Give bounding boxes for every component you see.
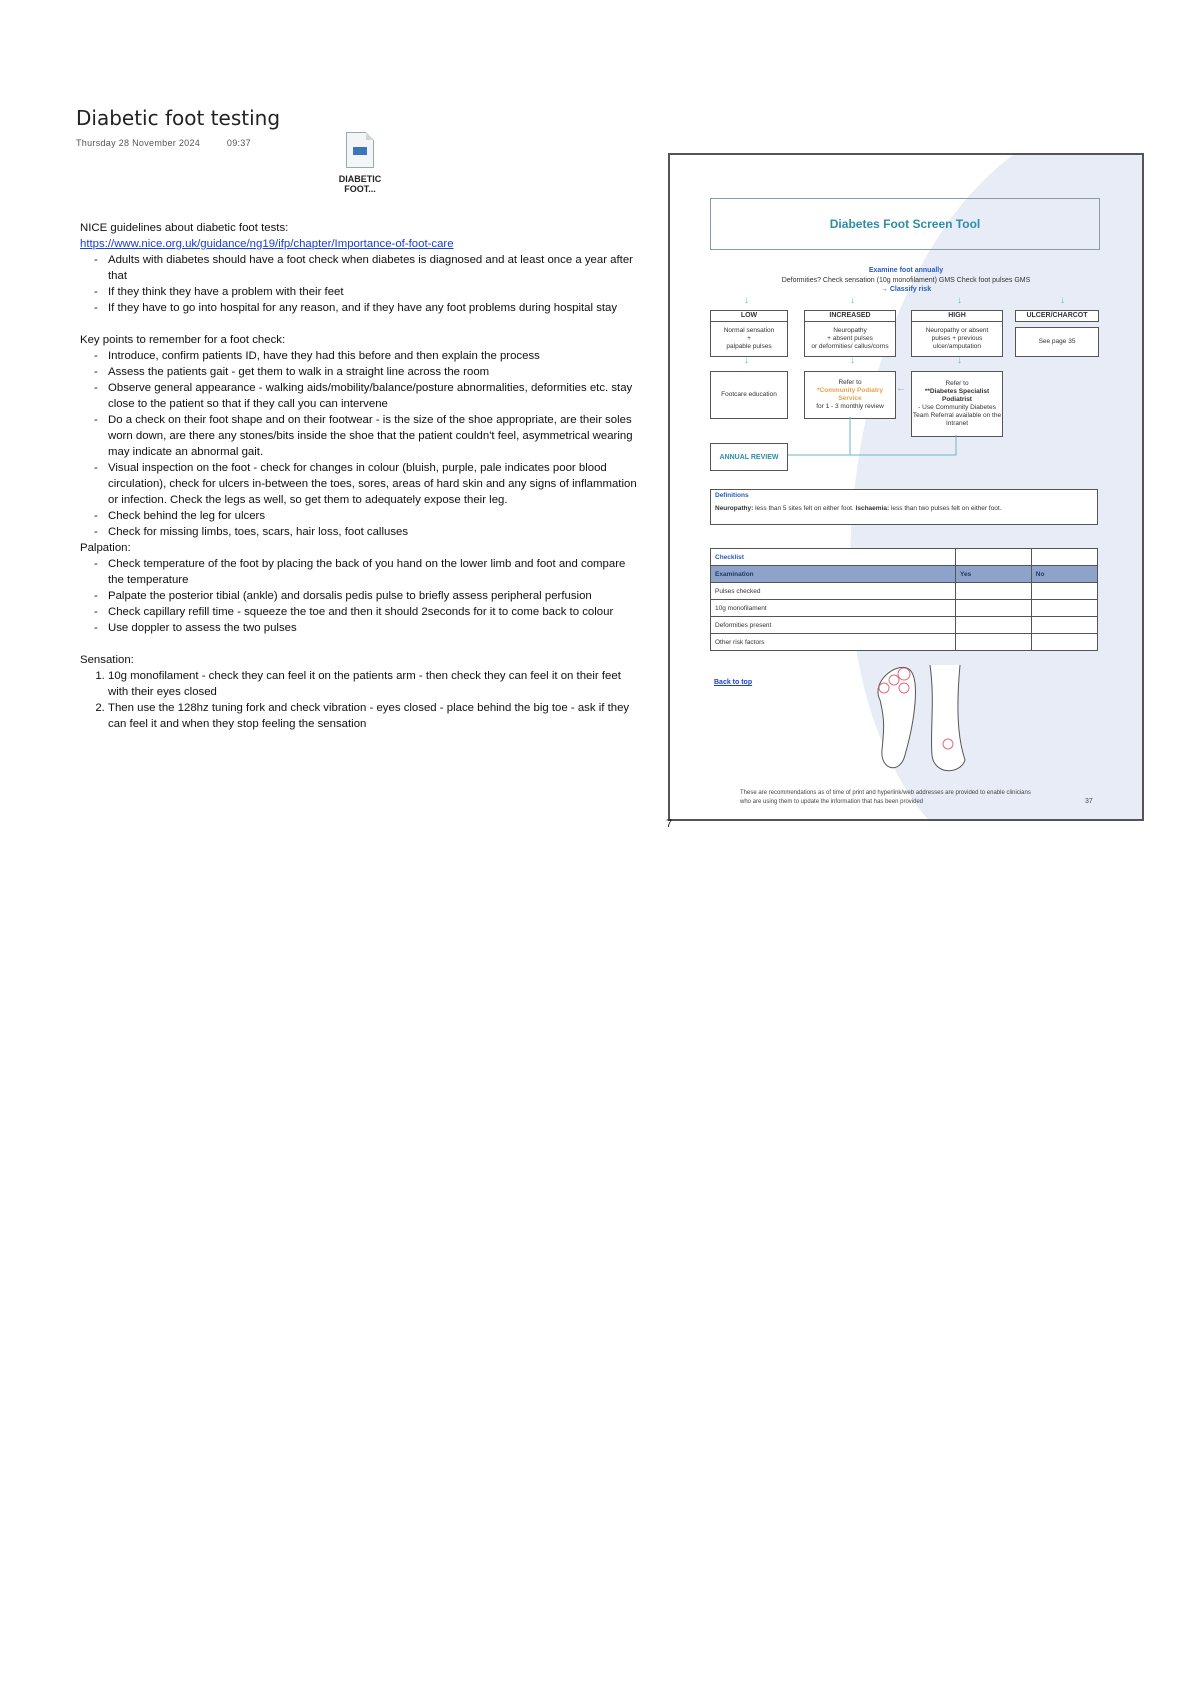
list-item: - Observe general appearance - walking aids/mobility/balance/posture abnormalities, deformities etc. stay close to the patient so that if they call you can intervene <box>108 380 640 412</box>
arrow-down-icon: ↓ <box>850 355 855 366</box>
column-header: No <box>1031 566 1097 583</box>
list-item: - Check temperature of the foot by placing the back of you hand on the lower limb and foot and compare the temperature <box>108 556 640 588</box>
arrow-down-icon: ↓ <box>744 355 749 366</box>
page-title: Diabetic foot testing <box>76 106 281 130</box>
page-date: Thursday 28 November 2024 <box>76 138 201 148</box>
column-header: Examination <box>711 566 956 583</box>
pdf-attachment[interactable] <box>330 132 390 194</box>
palpation-list <box>80 556 640 636</box>
action-low-box: Footcare education <box>710 371 788 419</box>
arrow-down-icon: ↓ <box>957 355 962 366</box>
arrow-down-icon: ↓ <box>1060 295 1065 306</box>
examine-heading: Examine foot annually <box>868 267 944 274</box>
table-row: Pulses checked <box>711 583 1098 600</box>
risk-low-header: LOW <box>710 310 788 322</box>
definitions-heading: Definitions <box>715 492 749 499</box>
arrow-down-icon: ↓ <box>744 295 749 306</box>
list-item: - If they have to go into hospital for any reason, and if they have any foot problems during hospital stay <box>108 300 640 316</box>
sensation-heading: Sensation: <box>80 654 134 666</box>
risk-increased-box: Neuropathy + absent pulses or deformities/ callus/corns <box>804 321 896 357</box>
arrow-down-icon: ↓ <box>850 295 855 306</box>
notes-body <box>80 220 640 732</box>
checklist-table <box>710 548 1098 651</box>
page-time: 09:37 <box>226 138 251 148</box>
table-row: Deformities present <box>711 617 1098 634</box>
table-row: 10g monofilament <box>711 600 1098 617</box>
list-item: - Check behind the leg for ulcers <box>108 508 640 524</box>
list-item: - Adults with diabetes should have a foot check when diabetes is diagnosed and at least once a year after that <box>108 252 640 284</box>
risk-high-box: Neuropathy or absent pulses + previous ulcer/amputation <box>911 321 1003 357</box>
attachment-label: DIABETIC FOOT... <box>338 174 382 194</box>
page-timestamp <box>76 138 251 148</box>
list-item: - Check capillary refill time - squeeze the toe and then it should 2seconds for it to come back to colour <box>108 604 640 620</box>
risk-ulcer-header: ULCER/CHARCOT <box>1015 310 1099 322</box>
risk-low-box: Normal sensation + palpable pulses <box>710 321 788 357</box>
pdf-page-number: 37 <box>1085 798 1093 805</box>
action-increased-box: Refer to *Community Podiatry Service for 1 - 3 monthly review <box>804 371 896 419</box>
page-number: 7 <box>666 818 673 830</box>
flow-connector-lines <box>670 155 1142 485</box>
list-item: - Introduce, confirm patients ID, have they had this before and then explain the process <box>108 348 640 364</box>
deformities-text: Deformities? Check sensation (10g monofilament) GMS Check foot pulses GMS <box>781 277 1031 284</box>
tool-title: Diabetes Foot Screen Tool <box>710 198 1100 250</box>
key-points-heading: Key points to remember for a foot check: <box>80 334 286 346</box>
risk-ulcer-box: See page 35 <box>1015 327 1099 357</box>
sensation-list <box>80 668 640 732</box>
column-header: Yes <box>955 566 1031 583</box>
back-to-top-link[interactable]: Back to top <box>714 679 753 686</box>
arrow-down-icon: ↓ <box>957 295 962 306</box>
pdf-footer-note: These are recommendations as of time of print and hyperlink/web addresses are provided to enable clinicians who are using them to update the information that has been provided <box>740 790 1031 805</box>
list-item: - If they think they have a problem with their feet <box>108 284 640 300</box>
embedded-pdf-page <box>668 153 1144 821</box>
checklist-title: Checklist <box>711 549 956 566</box>
nice-points-list <box>80 252 640 316</box>
key-points-list <box>80 348 640 540</box>
feet-illustration-icon <box>860 660 990 780</box>
list-item: - Visual inspection on the foot - check for changes in colour (bluish, purple, pale indicates poor blood circulation), check for ulcers in-between the toes, sores, areas of hard skin and any signs of inflammation or infection. Check the legs as well, so get them to adequately expose their leg. <box>108 460 640 508</box>
action-high-box: Refer to **Diabetes Specialist Podiatrist - Use Community Diabetes Team Referral available on the Intranet <box>911 371 1003 437</box>
risk-high-header: HIGH <box>911 310 1003 322</box>
list-item: - Do a check on their foot shape and on their footwear - is the size of the shoe appropriate, are their soles worn down, are there any stones/bits inside the shoe that the patient couldn't feel, asymmetrical wearing may indicate an abnormal gait. <box>108 412 640 460</box>
table-row: Other risk factors <box>711 634 1098 651</box>
list-item: - Assess the patients gait - get them to walk in a straight line across the room <box>108 364 640 380</box>
annual-review-box: ANNUAL REVIEW <box>710 443 788 471</box>
pdf-file-icon <box>346 132 374 168</box>
nice-link[interactable]: https://www.nice.org.uk/guidance/ng19/ifp/chapter/Importance-of-foot-care <box>80 238 454 250</box>
definitions-box: Definitions Neuropathy: less than 5 sites felt on either foot. Ischaemia: less than two pulses felt on either foot. <box>710 489 1098 525</box>
list-item: - Check for missing limbs, toes, scars, hair loss, foot calluses <box>108 524 640 540</box>
list-item: 2. Then use the 128hz tuning fork and check vibration - eyes closed - place behind the big toe - ask if they can feel it and when they stop feeling the sensation <box>108 700 640 732</box>
list-item: 1. 10g monofilament - check they can feel it on the patients arm - then check they can feel it on their feet with their eyes closed <box>108 668 640 700</box>
palpation-heading: Palpation: <box>80 542 131 554</box>
classify-text: → Classify risk <box>880 286 932 293</box>
nice-heading: NICE guidelines about diabetic foot tests: <box>80 222 289 234</box>
list-item: - Palpate the posterior tibial (ankle) and dorsalis pedis pulse to briefly assess peripheral perfusion <box>108 588 640 604</box>
arrow-left-icon: ← <box>896 383 906 394</box>
list-item: - Use doppler to assess the two pulses <box>108 620 640 636</box>
risk-increased-header: INCREASED <box>804 310 896 322</box>
